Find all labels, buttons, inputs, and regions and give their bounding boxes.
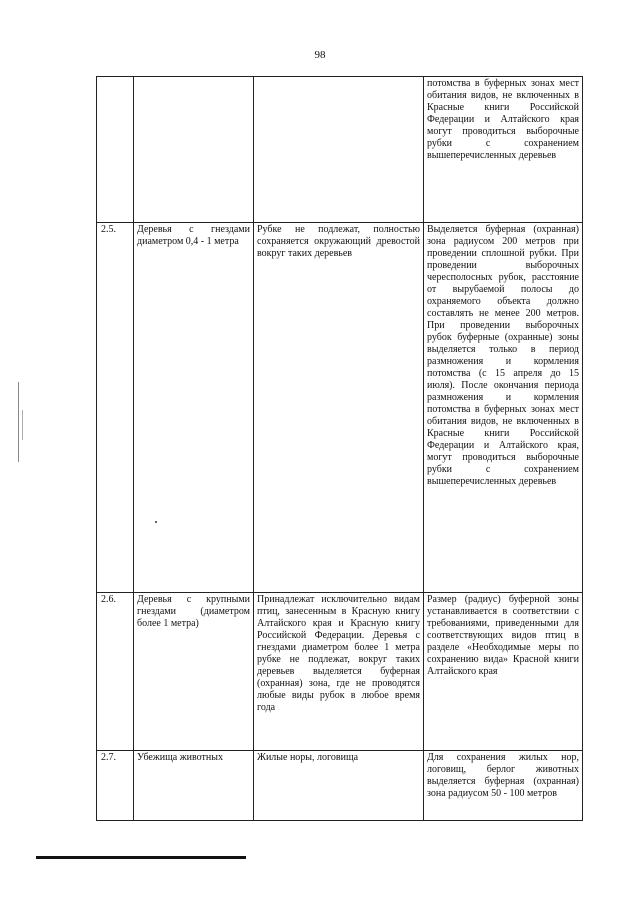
buffer-zone-text: Для сохранения жилых нор, логовищ, берлог животных выделяется буферная (охранная) зона радиусом 50 - 100 метров xyxy=(424,751,583,821)
object-name: Убежища животных xyxy=(134,751,254,821)
table-row xyxy=(97,751,583,821)
scan-artifact xyxy=(155,521,157,523)
protection-regime: Принадлежат исключительно видам птиц, занесенным в Красную книгу Алтайского края и Красную книгу Российской Федерации. Деревья с гнездами диаметром более 1 метра рубке не подлежат, вокруг таких деревьев выделяется буферная (охранная) зона, где не проводятся любые виды рубок в любое время года xyxy=(254,593,424,751)
table-row xyxy=(97,593,583,751)
object-name: Деревья с крупными гнездами (диаметром более 1 метра) xyxy=(134,593,254,751)
buffer-zone-text: Выделяется буферная (охранная) зона радиусом 200 метров при проведении сплошной рубки. При проведении выборочных чересполосных рубок, расстояние от вырубаемой полосы до охраняемого объекта должно составлять не менее 200 метров. При проведении выборочных рубок буферные (охранные) зоны выделяется только в период размножения и кормления потомства (с 15 апреля до 15 июля). После окончания периода размножения и кормления потомства в буферных зонах мест обитания видов, не включенных в Красные книги Российской Федерации и Алтайского края, могут проводиться выборочные рубки с сохранением вышеперечисленных деревьев xyxy=(424,223,583,593)
object-name xyxy=(134,77,254,223)
scan-artifact xyxy=(18,382,20,462)
table-row xyxy=(97,77,583,223)
buffer-zone-text: Размер (радиус) буферной зоны устанавливается в соответствии с требованиями, приведенными для соответствующих видов птиц в разделе «Необходимые меры по сохранению вида» Красной книги Алтайского края xyxy=(424,593,583,751)
protection-regime xyxy=(254,77,424,223)
row-number: 2.7. xyxy=(97,751,134,821)
buffer-zone-text: потомства в буферных зонах мест обитания видов, не включенных в Красные книги Российской Федерации и Алтайского края могут проводиться выборочные рубки с сохранением вышеперечисленных деревьев xyxy=(424,77,583,223)
row-number: 2.6. xyxy=(97,593,134,751)
row-number: 2.5. xyxy=(97,223,134,593)
object-name: Деревья с гнездами диаметром 0,4 - 1 метра xyxy=(134,223,254,593)
protection-regime: Рубке не подлежат, полностью сохраняется окружающий древостой вокруг таких деревьев xyxy=(254,223,424,593)
row-number xyxy=(97,77,134,223)
protection-table xyxy=(96,76,583,821)
protection-regime: Жилые норы, логовища xyxy=(254,751,424,821)
table-row xyxy=(97,223,583,593)
page-number: 98 xyxy=(314,49,326,61)
scan-artifact xyxy=(22,410,24,440)
footnote-rule xyxy=(36,856,246,859)
